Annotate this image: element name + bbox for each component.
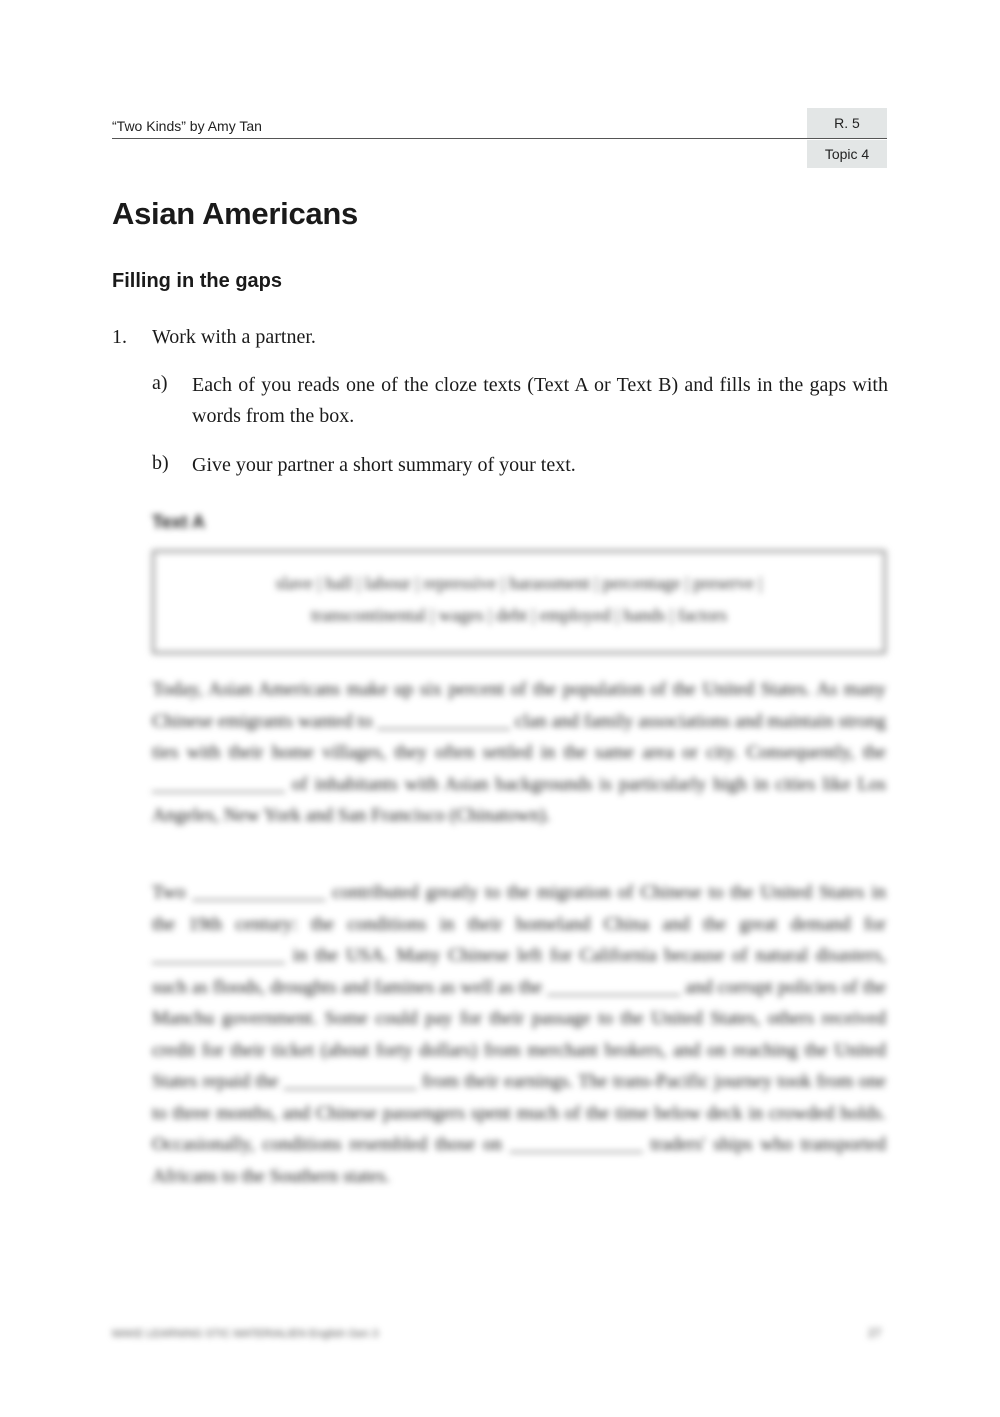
- word-box: [152, 550, 886, 654]
- cloze-paragraph-2: Two ______________ contributed greatly to the migration of Chinese to the United States in the 19th century: the conditions in their homeland China and the great demand for ______________ in the USA. Many Chinese left for California because of natural disasters, such as floods, droughts and famines as well as the ______________ and corrupt policies of the Manchu government. Some could pay for their passage to the United States, others received credit for their ticket (about forty dollars) from merchant brokers, and on reaching the United States repaid the ______________ from their earnings. The trans-Pacific journey took from one to three months, and Chinese passengers spent much of the time below deck in crowded holds. Occasionally, conditions resembled those on ______________ traders' ships who transported Africans to the Southern states.: [152, 882, 886, 1187]
- page-title: Asian Americans: [112, 196, 358, 231]
- cloze-paragraph-1: Today, Asian Americans make up six percent of the population of the United States. As many Chinese emigrants wanted to ______________ clan and family associations and maintain strong ties with their home villages, they often settled in the same area or city. Consequently, the ______________ of inhabitants with Asian backgrounds is particularly high in cities like Los Angeles, New York and San Francisco (Chinatown).: [152, 679, 886, 826]
- subtask-label-b: b): [152, 452, 169, 474]
- word-box-line-2: transcontinental | wages | debt | employed | hands | factors: [311, 605, 727, 625]
- task-number: 1.: [112, 326, 127, 348]
- header-source: “Two Kinds” by Amy Tan: [112, 118, 262, 134]
- word-box-line-1: slave | hall | labour | repressive | harassment | percentage | preserve |: [275, 573, 763, 593]
- header-rule: [112, 138, 887, 139]
- text-a-label: Text A: [152, 512, 206, 532]
- subtask-text-a: Each of you reads one of the cloze texts (Text A or Text B) and fills in the gaps with words from the box.: [192, 374, 888, 427]
- footer-publisher: MAKE LEARNING STIC MATERIALIEN English Gen 3: [112, 1328, 379, 1340]
- section-heading: Filling in the gaps: [112, 270, 282, 292]
- header-topic: Topic 4: [807, 140, 887, 168]
- subtask-text-b: Give your partner a short summary of your text.: [192, 454, 576, 476]
- header-code: R. 5: [807, 108, 887, 138]
- task-instruction: Work with a partner.: [152, 326, 316, 348]
- page-number: 27: [868, 1326, 882, 1340]
- subtask-label-a: a): [152, 372, 168, 394]
- header-box: [807, 108, 887, 168]
